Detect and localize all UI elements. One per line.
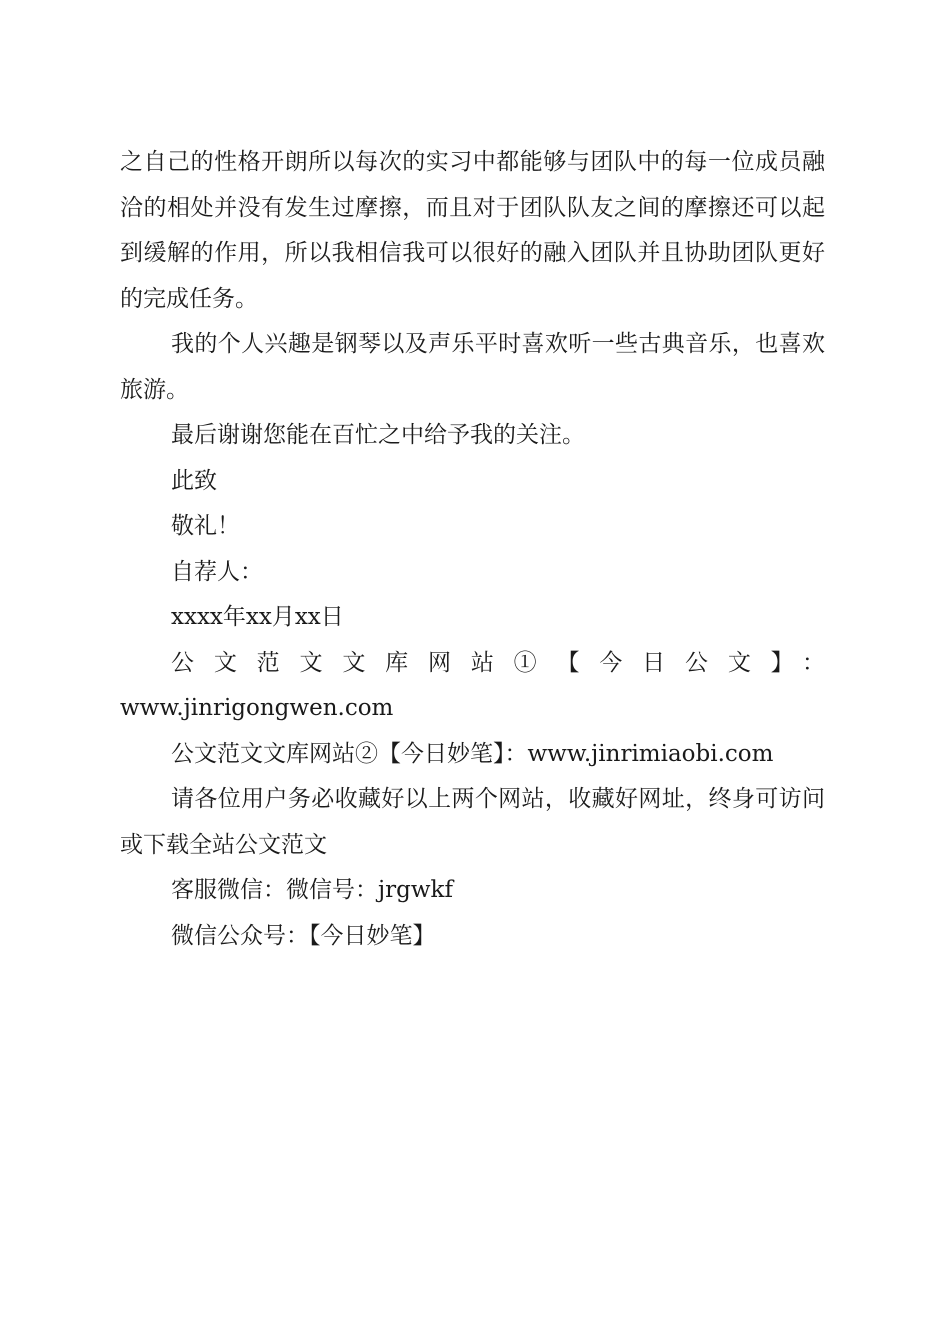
footer-notice: 请各位用户务必收藏好以上两个网站，收藏好网址，终身可访问或下载全站公文范文: [120, 786, 825, 858]
document-body: [120, 140, 825, 959]
paragraph-teamwork: 之自己的性格开朗所以每次的实习中都能够与团队中的每一位成员融洽的相处并没有发生过摩擦，而且对于团队队友之间的摩擦还可以起到缓解的作用，所以我相信我可以很好的融入团队并且协助团队更好的完成任务。: [120, 149, 825, 312]
footer-site2: 公文范文文库网站②【今日妙笔】：www.jinrimiaobi.com: [171, 740, 774, 767]
footer-site1-url: www.jinrigongwen.com: [120, 695, 394, 721]
footer-site1-label: 公文范文文库网站①【今日公文】：: [171, 649, 825, 676]
closing-salutation: 此致: [171, 467, 217, 494]
footer-wechat-service: 客服微信：微信号：jrgwkf: [171, 877, 453, 903]
closing-regards: 敬礼！: [171, 513, 240, 539]
footer-wechat-public: 微信公众号：【今日妙笔】: [171, 922, 436, 949]
signature-label: 自荐人：: [171, 558, 263, 585]
paragraph-interests: 我的个人兴趣是钢琴以及声乐平时喜欢听一些古典音乐，也喜欢旅游。: [120, 331, 825, 403]
paragraph-thanks: 最后谢谢您能在百忙之中给予我的关注。: [171, 422, 585, 448]
letter-date: xxxx年xx月xx日: [171, 604, 344, 630]
